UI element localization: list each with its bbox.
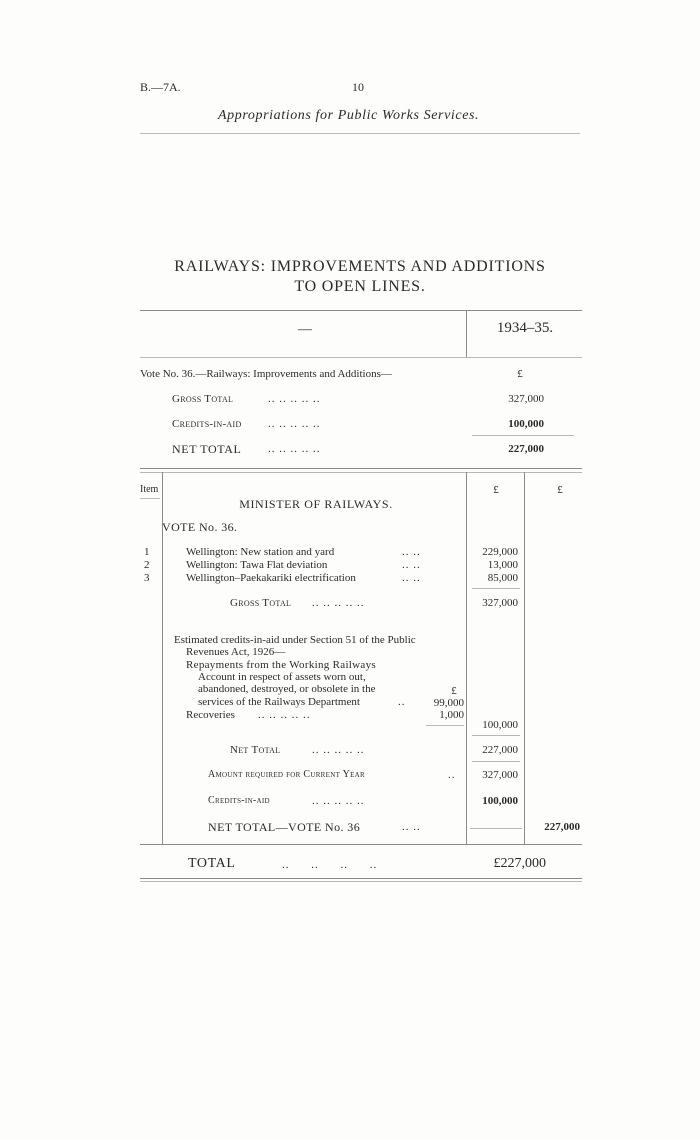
summary-net-total-label: NET TOTAL [172, 442, 242, 456]
grand-total-label: TOTAL [188, 856, 236, 871]
minister-heading: MINISTER OF RAILWAYS. [239, 497, 393, 511]
document-reference: B.—7A. [140, 80, 181, 94]
section-title-line2: TO OPEN LINES. [294, 278, 426, 295]
item-column-header: Item [140, 484, 159, 495]
amount-required-dots: .. [448, 769, 456, 781]
detail-credits-in-aid-value: 100,000 [482, 795, 518, 807]
repayment-dots: .. [398, 696, 406, 708]
page-subtitle: Appropriations for Public Works Services. [218, 108, 480, 123]
item-value: 85,000 [487, 572, 518, 584]
detail-credits-in-aid-dots: .. .. .. .. .. [312, 795, 365, 807]
item-number: 1 [144, 546, 150, 558]
summary-credits-label: Credits-in-aid [172, 418, 242, 430]
item-value: 13,000 [487, 559, 518, 571]
recoveries-rule [426, 725, 464, 726]
items-subtotal-rule [472, 588, 520, 589]
total-top-rule [140, 844, 582, 845]
recoveries-label: Recoveries [186, 709, 235, 721]
detail-net-total-value: 227,000 [482, 744, 518, 756]
summary-gross-total-label: Gross Total [172, 393, 234, 405]
detail-col2-divider [524, 472, 525, 844]
summary-subtotal-rule [472, 435, 574, 436]
detail-currency-col2: £ [557, 484, 563, 496]
grand-total-value: £227,000 [493, 856, 546, 871]
repayment-currency: £ [451, 685, 457, 697]
net-total-vote-dots: .. .. [402, 821, 421, 833]
total-bottom-rule [140, 878, 582, 879]
detail-net-total-dots: .. .. .. .. .. [312, 744, 365, 756]
summary-credits-dots: .. .. .. .. .. [268, 418, 321, 430]
net-total-vote-label: NET TOTAL—VOTE No. 36 [208, 820, 361, 834]
recoveries-dots: .. .. .. .. .. [258, 709, 311, 721]
page-number: 10 [352, 80, 364, 94]
item-description: Wellington: New station and yard [186, 546, 335, 558]
item-number: 3 [144, 572, 150, 584]
summary-net-total-value: 227,000 [508, 443, 544, 455]
detail-top-rule [140, 468, 582, 469]
item-description: Wellington–Paekakariki electrification [186, 572, 356, 584]
detail-col1-divider [466, 472, 467, 844]
repayment-line: services of the Railways Department [198, 696, 360, 708]
summary-column-divider [466, 310, 467, 357]
estimated-credits-line: Revenues Act, 1926— [186, 646, 286, 658]
net-total-vote-rule [470, 828, 522, 829]
repayment-value: 99,000 [433, 697, 464, 709]
summary-net-total-dots: .. .. .. .. .. [268, 443, 321, 455]
summary-year-heading: 1934–35. [496, 320, 554, 336]
summary-gross-total-value: 327,000 [508, 393, 544, 405]
detail-net-total-label: Net Total [230, 744, 281, 756]
header-rule [140, 133, 580, 134]
credits-total-rule [472, 735, 520, 736]
grand-total-dots: .. .. .. .. [282, 859, 378, 871]
detail-credits-in-aid-label: Credits-in-aid [208, 795, 270, 806]
amount-required-label: Amount required for Current Year [208, 769, 366, 780]
item-header-underline [140, 498, 160, 499]
credits-total-value: 100,000 [482, 719, 518, 731]
summary-top-rule [140, 310, 582, 311]
estimated-credits-line: Estimated credits-in-aid under Section 51 of the Public [174, 634, 416, 646]
summary-currency: £ [517, 368, 523, 380]
item-dots: .. .. [402, 546, 421, 558]
summary-vote-label: Vote No. 36.—Railways: Improvements and Additions— [140, 368, 392, 380]
detail-gross-total-label: Gross Total [230, 597, 292, 609]
section-title-line1: RAILWAYS: IMPROVEMENTS AND ADDITIONS [174, 258, 546, 275]
total-bottom-rule-double [140, 881, 582, 882]
repayment-line: Repayments from the Working Railways [186, 659, 376, 671]
summary-credits-value: 100,000 [508, 418, 544, 430]
detail-gross-total-dots: .. .. .. .. .. [312, 597, 365, 609]
amount-required-value: 327,000 [482, 769, 518, 781]
item-value: 229,000 [482, 546, 518, 558]
item-number: 2 [144, 559, 150, 571]
repayment-line: Account in respect of assets worn out, [198, 671, 366, 683]
detail-top-rule-double [140, 472, 582, 473]
summary-heading-rule [140, 357, 582, 358]
net-total-vote-value: 227,000 [544, 821, 580, 833]
repayment-line: abandoned, destroyed, or obsolete in the [198, 683, 376, 695]
detail-gross-total-value: 327,000 [482, 597, 518, 609]
detail-currency-col1: £ [493, 484, 499, 496]
item-description: Wellington: Tawa Flat deviation [186, 559, 328, 571]
item-dots: .. .. [402, 572, 421, 584]
vote-heading: VOTE No. 36. [162, 520, 238, 534]
net-total-rule [472, 761, 520, 762]
item-dots: .. .. [402, 559, 421, 571]
summary-gross-total-dots: .. .. .. .. .. [268, 393, 321, 405]
summary-dash: — [298, 322, 312, 337]
recoveries-value: 1,000 [439, 709, 464, 721]
